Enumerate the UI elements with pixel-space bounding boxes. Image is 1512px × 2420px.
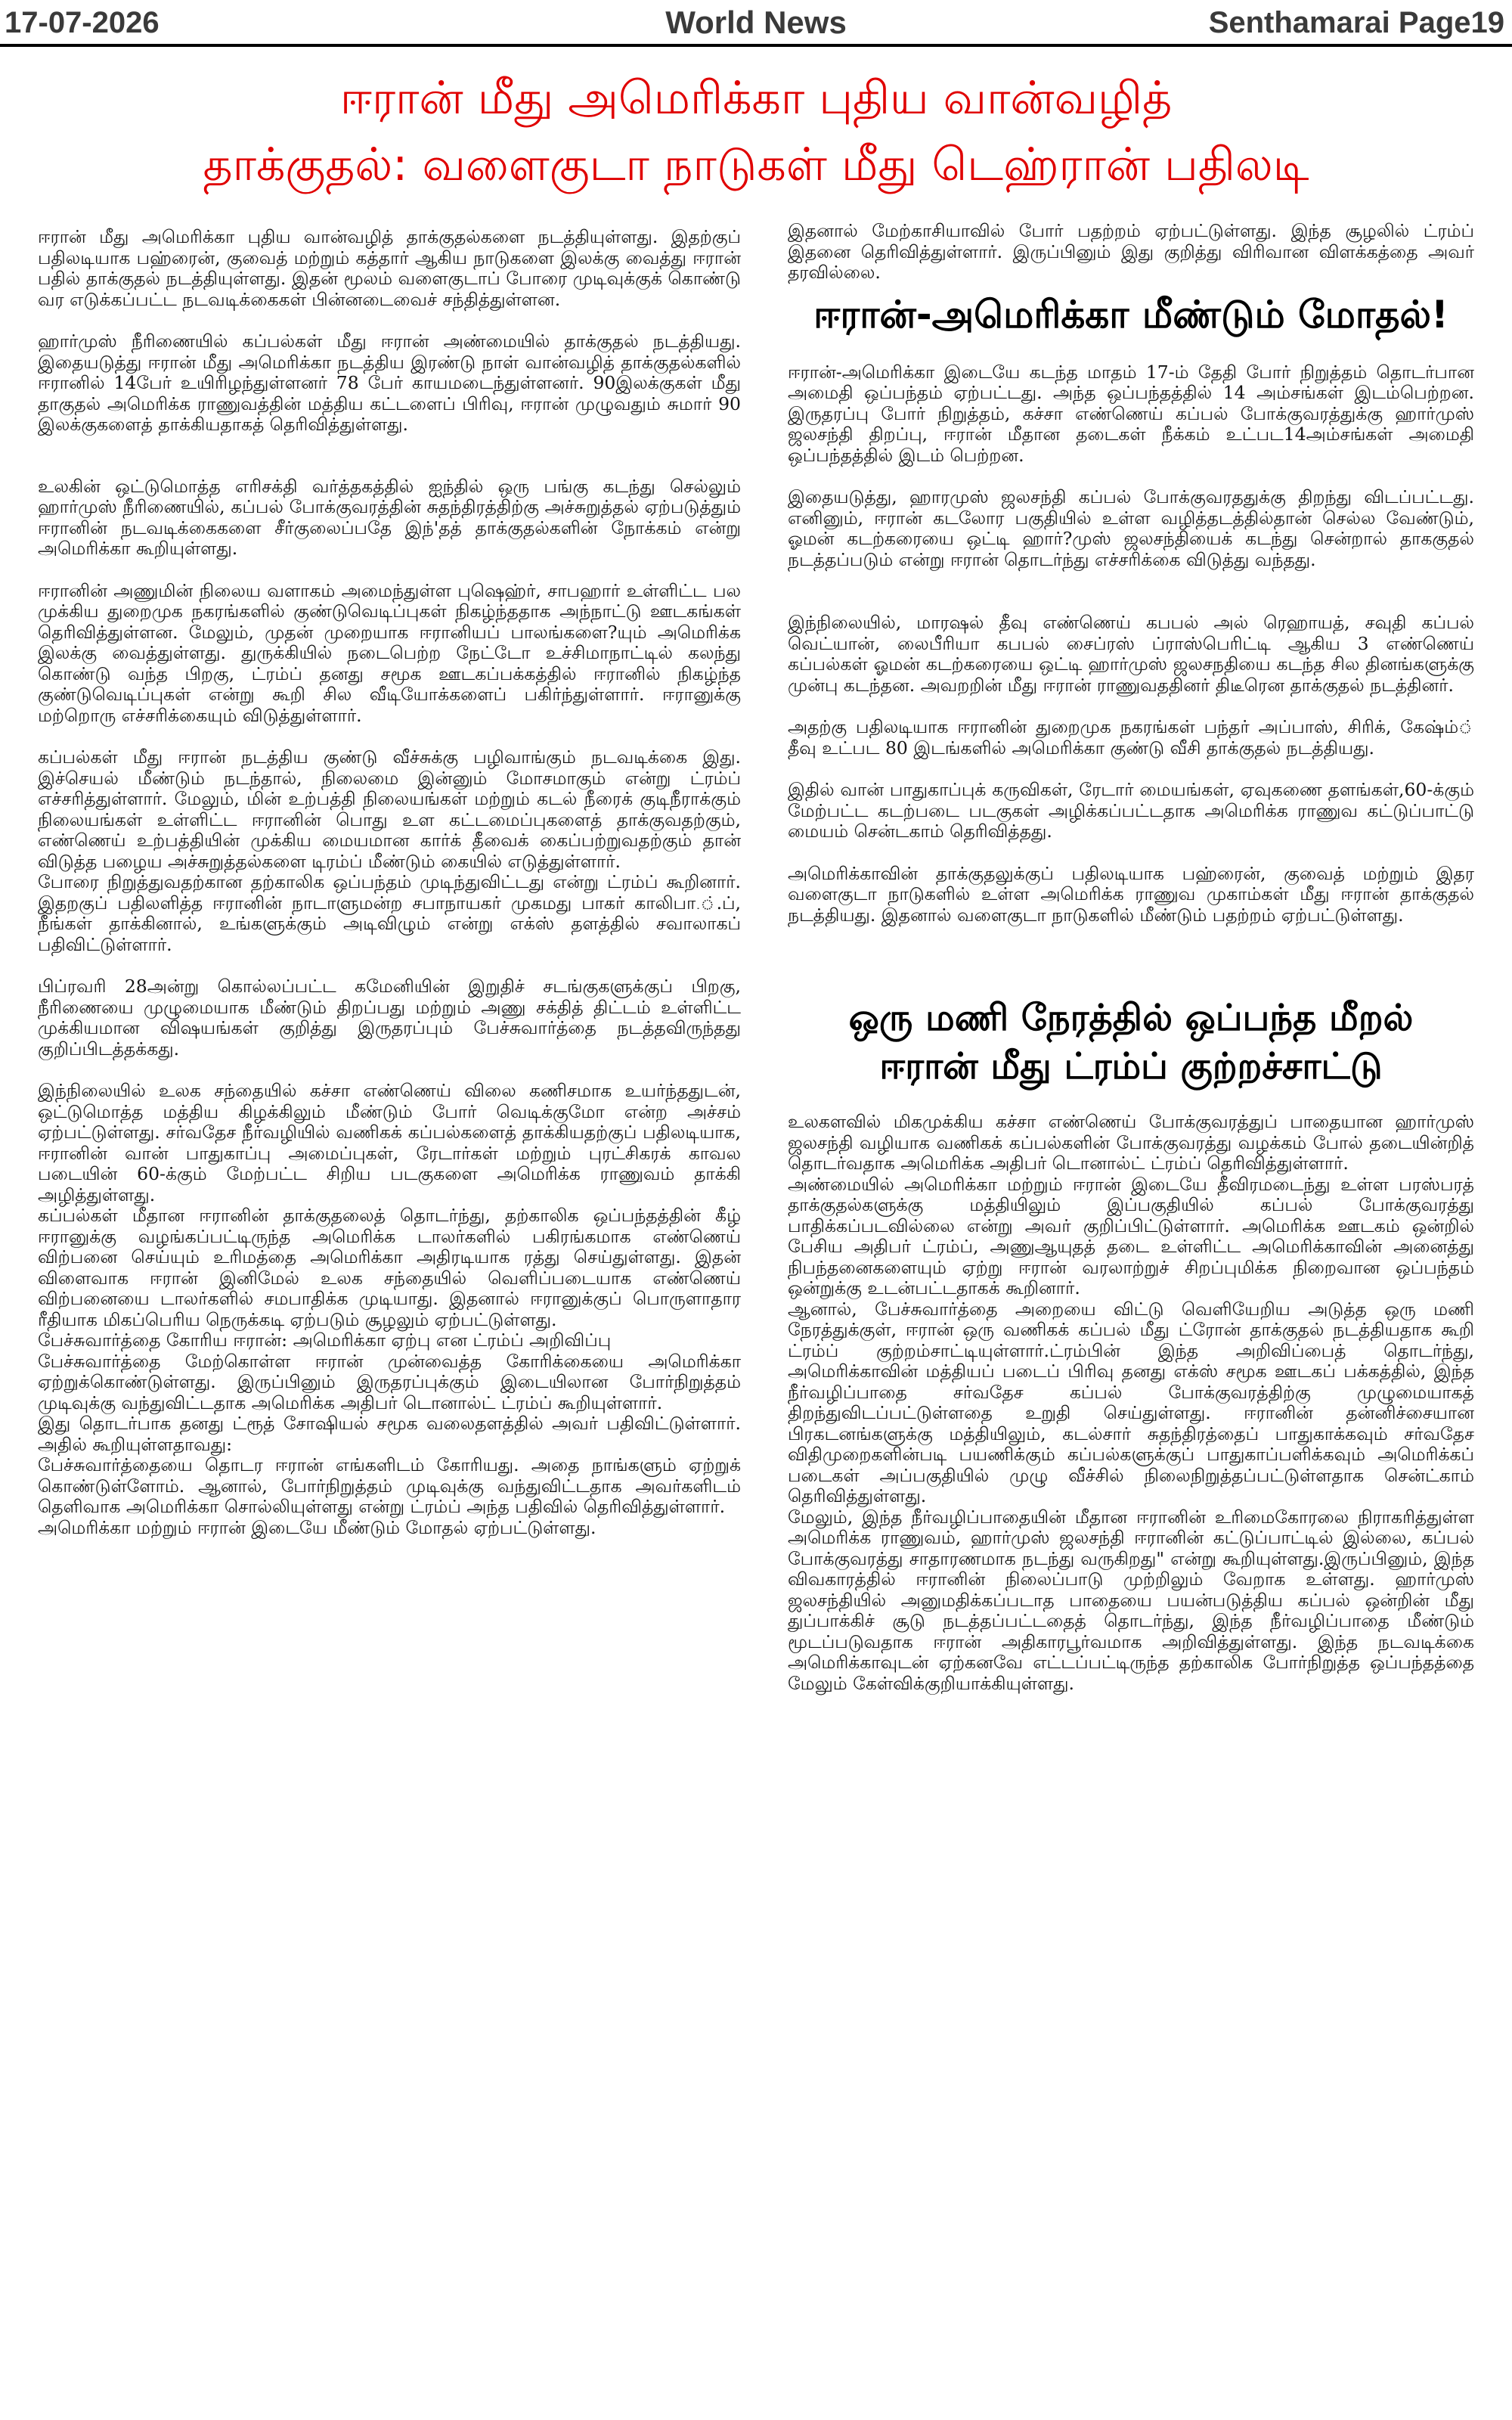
article-paragraph: இதில் வான் பாதுகாப்புக் கருவிகள், ரேடார் மையங்கள், ஏவுகணை தளங்கள்,60-க்கும் மேற்பட்ட கடற்படை படகுகள் அழிக்கப்பட்டதாக அமெரிக்க ராணுவ கட்டுப்பாட்டு மையம் சென்டகாம் தெரிவித்தது. [788,779,1474,842]
article-paragraph: ஹார்முஸ் நீரிணையில் கப்பல்கள் மீது ஈரான் அண்மையில் தாக்குதல் நடத்தியது. இதையடுத்து ஈரான் மீது அமெரிக்கா நடத்திய இரண்டு நாள் வான்வழித் தாக்குதல்களில் ஈரானில் 14பேர் உயிரிழந்துள்ளனர் 78 பேர் காயமடைந்துள்ளனர். 90இலக்குகள் மீது தாகுதல் அமெரிக்க ராணுவத்தின் மத்திய கட்டளைப் பிரிவு, ஈரான் முழுவதும் சுமார் 90 இலக்குகளைத் தாக்கியதாகத் தெரிவித்துள்ளது. [38,330,741,435]
article-paragraph: உலகின் ஒட்டுமொத்த எரிசக்தி வர்த்தகத்தில் ஐந்தில் ஒரு பங்கு கடந்து செல்லும் ஹார்முஸ் நீரிணையில், கப்பல் போக்குவரத்தின் சுதந்திரத்திற்கு அச்சுறுத்தல் ஏற்படுத்தும் ஈரானின் நடவடிக்கைகளை சீர்குலைப்பதே இந்'தத் தாக்குதல்களின் நோக்கம் என்று அமெரிக்கா கூறியுள்ளது. [38,475,741,559]
article-paragraph: அண்மையில் அமெரிக்கா மற்றும் ஈரான் இடையே தீவிரமடைந்து உள்ள பரஸ்பரத் தாக்குதல்களுக்கு மத்தியிலும் இப்பகுதியில் கப்பல் போக்குவரத்து பாதிக்கப்படவில்லை என்று அவர் குறிப்பிட்டுள்ளார். அமெரிக்க ஊடகம் ஒன்றில் பேசிய அதிபர் ட்ரம்ப், அணுஆயுதத் தடை உள்ளிட்ட அமெரிக்காவின் அனைத்து நிபந்தனைகளையும் ஏற்று ஈரான் வரலாற்றுச் சிறப்புமிக்க நிறைவான ஒப்பந்தம் ஒன்றுக்கு உடன்பட்டதாகக் கூறினார். [788,1173,1474,1298]
article-paragraph: பேச்சுவார்த்தை மேற்கொள்ள ஈரான் முன்வைத்த கோரிக்கையை அமெரிக்கா ஏற்றுக்கொண்டுள்ளது. இருப்பினும் இருதரப்புக்கும் இடையிலான போர்நிறுத்தம் முடிவுக்கு வந்துவிட்டதாக அமெரிக்க அதிபர் டொனால்ட் ட்ரம்ப் கூறியுள்ளார். [38,1350,741,1413]
article-paragraph: உலகளவில் மிகமுக்கிய கச்சா எண்ணெய் போக்குவரத்துப் பாதையான ஹார்முஸ் ஜலசந்தி வழியாக வணிகக் கப்பல்களின் போக்குவரத்து வழக்கம் போல் தடையின்றித் தொடர்வதாக அமெரிக்க அதிபர் டொனால்ட் ட்ரம்ப் தெரிவித்துள்ளார். [788,1111,1474,1174]
page-header [0,0,1512,47]
article-paragraph: ஈரான்-அமெரிக்கா இடையே கடந்த மாதம் 17-ம் தேதி போர் நிறுத்தம் தொடர்பான அமைதி ஒப்பந்தம் ஏற்பட்டது. அந்த ஒப்பந்தத்தில் 14 அம்சங்கள் இடம்பெற்றன. இருதரப்பு போர் நிறுத்தம், கச்சா எண்ணெய் கப்பல் போக்குவரத்துக்கு ஹார்முஸ் ஜலசந்தி திறப்பு, ஈரான் மீதான தடைகள் நீக்கம் உட்பட14அம்சங்கள் அமைதி ஒப்பந்தத்தில் இடம் பெற்றன. [788,361,1474,466]
article-paragraph: இந்நிலையில், மாரஷல் தீவு எண்ணெய் கபபல் அல் ரெஹாயத், சவுதி கப்பல் வெட்யான், லைபீரியா கபபல் சைப்ரஸ் ப்ராஸ்பெரிட்டி ஆகிய 3 எண்ணெய் கப்பல்கள் ஓமன் கடற்கரையை ஒட்டி ஹார்முஸ் ஜலசநதியை கடந்த சில தினங்களுக்கு முன்பு கடந்தன. அவறறின் மீது ஈரான் ராணுவததினர் திடீரென தாக்குதல் நடத்தினர். [788,612,1474,696]
article-paragraph: அமெரிக்காவின் தாக்குதலுக்குப் பதிலடியாக பஹ்ரைன், குவைத் மற்றும் இதர வளைகுடா நாடுகளில் உள்ள அமெரிக்க ராணுவ முகாம்கள் மீது ஈரான் தாக்குதல் நடத்தியது. இதனால் வளைகுடா நாடுகளில் மீண்டும் பதற்றம் ஏற்பட்டுள்ளது. [788,862,1474,926]
article-paragraph: பேச்சுவார்த்தை கோரிய ஈரான்: அமெரிக்கா ஏற்பு என ட்ரம்ப் அறிவிப்பு [38,1329,612,1351]
left-column [38,227,741,1538]
article-paragraph: ஈரான் மீது அமெரிக்கா புதிய வான்வழித் தாக்குதல்களை நடத்தியுள்ளது. இதற்குப் பதிலடியாக பஹ்ரைன், குவைத் மற்றும் கத்தார் ஆகிய நாடுகளை இலக்கு வைத்து ஈரான் பதில் தாக்குதல் நடத்தியுள்ளது. இதன் மூலம் வளைகுடாப் போரை முடிவுக்குக் கொண்டு வர எடுக்கப்பட்ட நடவடிக்கைகள் பின்னடைவைச் சந்தித்துள்ளன. [38,226,741,310]
article-paragraph: இதையடுத்து, ஹாரமுஸ் ஜலசந்தி கப்பல் போக்குவரததுக்கு திறந்து விடப்பட்டது. எனினும், ஈரான் கடலோர பகுதியில் உள்ள வழித்தடத்தில்தான் செல்ல வேண்டும், ஓமன் கடற்கரையை ஒட்டி ஹார்?முஸ் ஜலசந்தியைக் கடந்து சென்றால் தாககுதல் நடத்தப்படும் என்று ஈரான் தொடர்ந்து எச்சரிக்கை விடுத்து வந்தது. [788,486,1474,570]
headline-line-2: தாக்குதல்: வளைகுடா நாடுகள் மீது டெஹ்ரான் பதிலடி [203,138,1309,191]
article-paragraph: பேச்சுவார்த்தையை தொடர ஈரான் எங்களிடம் கோரியது. அதை நாங்களும் ஏற்றுக் கொண்டுள்ளோம். ஆனால், போர்நிறுத்தம் முடிவுக்கு வந்துவிட்டதாக அவர்களிடம் தெளிவாக அமெரிக்கா சொல்லியுள்ளது என்று ட்ரம்ப் அந்த பதிவில் தெரிவித்துள்ளார். [38,1454,741,1517]
article-paragraph: கப்பல்கள் மீது ஈரான் நடத்திய குண்டு வீச்சுக்கு பழிவாங்கும் நடவடிக்கை இது. இச்செயல் மீண்டும் நடந்தால், நிலைமை இன்னும் மோசமாகும் என்று ட்ரம்ப் எச்சரித்துள்ளார். மேலும், மின் உற்பத்தி நிலையங்கள் மற்றும் கடல் நீரைக் குடிநீராக்கும் நிலையங்கள் உள்ளிட்ட ஈரானின் பொது உள கட்டமைப்புகளைத் தாக்குவதற்கும், எண்ணெய் உற்பத்தியின் முக்கிய மையமான கார்க் தீவைக் கைப்பற்றுவதற்கும் தான் விடுத்த பழைய அச்சுறுத்தல்களை டிரம்ப் மீண்டும் கையில் எடுத்துள்ளார். [38,746,741,872]
section-title: World News [665,5,847,40]
main-headline [76,65,1436,198]
article-paragraph: போரை நிறுத்துவதற்கான தற்காலிக ஒப்பந்தம் முடிந்துவிட்டது என்று ட்ரம்ப் கூறினார். இதறகுப் பதிலளித்த ஈரானின் நாடாளுமன்ற சபாநாயகர் முகமது பாகர் காலிபா.்.ப், நீங்கள் தாக்கினால், உங்களுக்கும் அடிவிழும் என்று எக்ஸ் தளத்தில் சவாலாகப் பதிவிட்டுள்ளார். [38,871,741,955]
subheading-trump-accusation [788,994,1474,1091]
article-paragraph: கப்பல்கள் மீதான ஈரானின் தாக்குதலைத் தொடர்ந்து, தற்காலிக ஒப்பந்தத்தின் கீழ் ஈரானுக்கு வழங்கப்பட்டிருந்த அமெரிக்க டாலர்களில் பகிரங்கமாக எண்ணெய் விற்பனை செய்யும் உரிமத்தை அமெரிக்கா அதிரடியாக ரத்து செய்துள்ளது. இதன் விளைவாக ஈரான் இனிமேல் உலக சந்தையில் வெளிப்படையாக எண்ணெய் விற்பனையை டாலர்களில் சமபாதிக்க முடியாது. இதனால் ஈரானுக்குப் பொருளாதார ரீதியாக மிகப்பெரிய நெருக்கடி ஏற்படும் சூழலும் ஏற்பட்டுள்ளது. [38,1205,741,1330]
article-paragraph: பிப்ரவரி 28அன்று கொல்லப்பட்ட கமேனியின் இறுதிச் சடங்குகளுக்குப் பிறகு, நீரிணையை முழுமையாக மீண்டும் திறப்பது மற்றும் அணு சக்தித் திட்டம் உள்ளிட்ட முக்கியமான விஷயங்கள் குறித்து இருதரப்பும் பேச்சுவார்த்தை நடத்தவிருந்தது குறிப்பிடத்தக்கது. [38,976,741,1060]
article-paragraph: ஆனால், பேச்சுவார்த்தை அறையை விட்டு வெளியேறிய அடுத்த ஒரு மணி நேரத்துக்குள், ஈரான் ஒரு வணிகக் கப்பல் மீது ட்ரோன் தாக்குதல் நடத்தியதாக கூறி ட்ரம்ப் குற்றம்சாட்டியுள்ளார்.ட்ரம்பின் இந்த அறிவிப்பைத் தொடர்ந்து, அமெரிக்காவின் மத்தியப் படைப் பிரிவு தனது எக்ஸ் சமூக ஊடகப் பக்கத்தில், இந்த நீர்வழிப்பாதை சர்வதேச கப்பல் போக்குவரத்திற்கு முழுமையாகத் திறந்துவிடப்பட்டுள்ளதை உறுதி செய்துள்ளது. ஈரானின் தன்னிச்சையான பிரகடனங்களுக்கு மத்தியிலும், கடல்சார் சுதந்திரத்தைப் பாதுகாக்கவும் சர்வதேச விதிமுறைகளின்படி பயணிக்கும் கப்பல்களுக்குப் பாதுகாப்பளிக்கவும் அமெரிக்கப் படைகள் அப்பகுதியில் முழு வீச்சில் நிலைநிறுத்தப்பட்டுள்ளதாக சென்ட்காம் தெரிவித்துள்ளது. [788,1298,1474,1506]
subheading-line-1: ஒரு மணி நேரத்தில் ஒப்பந்த மீறல் [848,997,1414,1039]
subheading-line-2: ஈரான் மீது ட்ரம்ப் குற்றச்சாட்டு [879,1045,1383,1087]
article-paragraph: மேலும், இந்த நீர்வழிப்பாதையின் மீதான ஈரானின் உரிமைகோரலை நிராகரித்துள்ள அமெரிக்க ராணுவம், ஹார்முஸ் ஜலசந்தி ஈரானின் கட்டுப்பாட்டில் இல்லை, கப்பல் போக்குவரத்து சாதாரணமாக நடந்து வருகிறது" என்று கூறியுள்ளது.இருப்பினும், இந்த விவகாரத்தில் ஈரானின் நிலைப்பாடு முற்றிலும் வேறாக உள்ளது. ஹார்முஸ் ஜலசந்தியில் அனுமதிக்கப்படாத பாதையை பயன்படுத்திய கப்பல் ஒன்றின் மீது துப்பாக்கிச் சூடு நடத்தப்பட்டதைத் தொடர்ந்து, இந்த நீர்வழிப்பாதை மீண்டும் மூடப்படுவதாக ஈரான் அதிகாரபூர்வமாக அறிவித்துள்ளது. இந்த நடவடிக்கை அமெரிக்காவுடன் ஏற்கனவே எட்டப்பட்டிருந்த தற்காலிக போர்நிறுத்த ஒப்பந்தத்தை மேலும் கேள்விக்குறியாக்கியுள்ளது. [788,1506,1474,1694]
publication-date: 17-07-2026 [5,6,160,39]
article-paragraph: அமெரிக்கா மற்றும் ஈரான் இடையே மீண்டும் மோதல் ஏற்பட்டுள்ளது. [38,1516,596,1538]
subheading-iran-us-clash: ஈரான்-அமெரிக்கா மீண்டும் மோதல்! [813,292,1448,337]
article-paragraph: இதனால் மேற்காசியாவில் போர் பதற்றம் ஏற்பட்டுள்ளது. இந்த சூழலில் ட்ரம்ப் இதனை தெரிவித்துள்ளார். இருப்பினும் இது குறித்து விரிவான விளக்கத்தை அவர் தரவில்லை. [788,220,1474,283]
article-paragraph: ஈரானின் அணுமின் நிலைய வளாகம் அமைந்துள்ள புஷெஹ்ர், சாபஹார் உள்ளிட்ட பல முக்கிய துறைமுக நகரங்களில் குண்டுவெடிப்புகள் நிகழ்ந்ததாக அந்நாட்டு ஊடகங்கள் தெரிவித்துள்ளன. மேலும், முதன் முறையாக ஈரானியப் பாலங்களை?யும் அமெரிக்க இலக்கு வைத்துள்ளது. துருக்கியில் நடைபெற்ற நேட்டோ உச்சிமாநாட்டில் கலந்து கொண்டு வந்த பிறகு, ட்ரம்ப் தனது சமூக ஊடகப்பக்கத்தில் ஈரானில் நிகழ்ந்த குண்டுவெடிப்புகள் என்று கூறி சில வீடியோக்களைப் பகிர்ந்துள்ளார். ஈரானுக்கு மற்றொரு எச்சரிக்கையும் விடுத்துள்ளார். [38,579,741,726]
publication-page: Senthamarai Page19 [1208,6,1504,39]
right-column [788,221,1474,1694]
article-paragraph: இந்நிலையில் உலக சந்தையில் கச்சா எண்ணெய் விலை கணிசமாக உயர்ந்ததுடன், ஒட்டுமொத்த மத்திய கிழக்கிலும் மீண்டும் போர் வெடிக்குமோ என்ற அச்சம் ஏற்பட்டுள்ளது. சர்வதேச நீர்வழியில் வணிகக் கப்பல்களைத் தாக்கியதற்குப் பதிலடியாக, ஈரானின் வான் பாதுகாப்பு அமைப்புகள், ரேடார்கள் மற்றும் புரட்சிகரக் காவல படையின் 60-க்கும் மேற்பட்ட சிறிய படகுகளை அமெரிக்க ராணுவம் தாக்கி அழித்துள்ளது. [38,1080,741,1205]
article-paragraph: அதற்கு பதிலடியாக ஈரானின் துறைமுக நகரங்கள் பந்தர் அப்பாஸ், சிரிக், கேஷ்ம்் தீவு உட்பட 80 இடங்களில் அமெரிக்கா குண்டு வீசி தாக்குதல் நடத்தியது. [788,716,1474,759]
headline-line-1: ஈரான் மீது அமெரிக்கா புதிய வான்வழித் [339,72,1173,125]
article-paragraph: இது தொடர்பாக தனது ட்ரூத் சோஷியல் சமூக வலைதளத்தில் அவர் பதிவிட்டுள்ளார். அதில் கூறியுள்ளதாவது: [38,1413,741,1455]
